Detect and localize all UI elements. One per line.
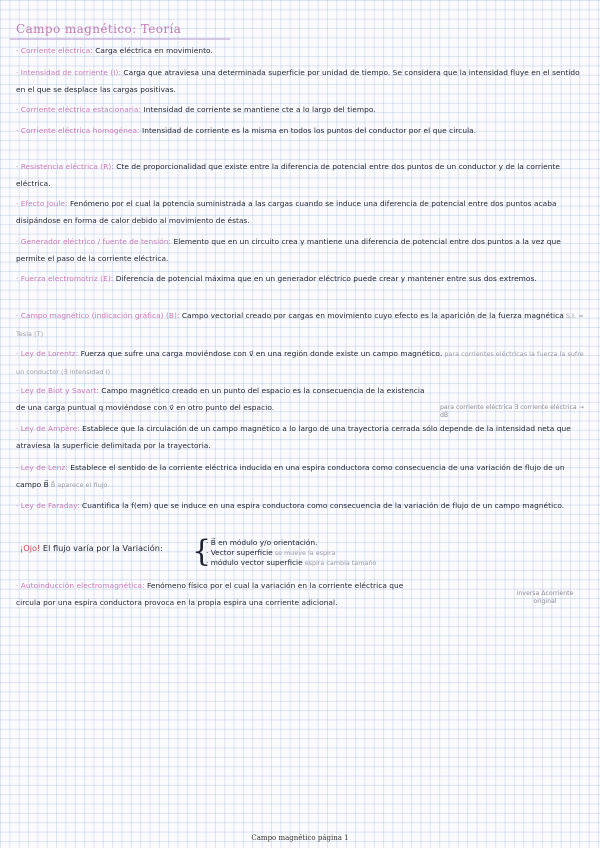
biot-side-note: para corriente eléctrica ∃ corriente eléctrica → dB⃗ [440,404,584,419]
definition-text: Carga que atraviesa una determinada superficie por unidad de tiempo. Se considera que la intensidad fluye en el sentido en el que se desplace las cargas positivas. [16,68,580,94]
term-label: · Resistencia eléctrica (R): [16,162,114,171]
term-label: · Corriente eléctrica homogénea: [16,126,140,135]
definition-text: Diferencia de potencial máxima que en un generador eléctrico puede crear y mantener entre sus dos extremos. [113,274,537,283]
term-label: · Efecto Joule: [16,199,68,208]
entry-autoinduccion [16,577,411,611]
entry-resistencia-electrica [16,158,588,192]
definition-text: Carga eléctrica en movimiento. [92,46,213,55]
term-label: · Fuerza electromotriz (E): [16,274,114,283]
term-label: · Intensidad de corriente (I): [16,68,121,77]
term-label: · Campo magnético (indicación gráfica) (B): [16,311,180,320]
list-item-text: · módulo vector superficie [206,558,303,567]
list-item-text: · B⃗ en módulo y/o orientación. [206,538,318,547]
entry-generador-electrico [16,233,588,267]
definition-text: Cuantifica la f(em) que se induce en una espira conductora como consecuencia de la variación de flujo de un campo magnético. [79,501,565,510]
page-title: Campo magnético: Teoría [16,22,182,36]
term-label: · Ley de Lenz: [16,463,68,472]
flux-items [206,538,376,568]
flux-lead-text: El flujo varía por la Variación: [40,543,163,553]
list-item [206,548,376,558]
page-footer: Campo magnético página 1 [251,834,349,842]
entry-corriente-electrica [16,42,588,59]
term-label: · Ley de Lorentz: [16,349,79,358]
entry-corriente-homogenea [16,122,588,139]
entry-corriente-estacionaria [16,101,588,118]
definition-text: Establece que la circulación de un campo magnético a lo largo de una trayectoria cerrada sólo depende de la intensidad neta que atraviesa la superficie delimitada por la trayectoria. [16,424,571,450]
title-underline [10,38,230,40]
list-item-note: se mueve la espira [272,549,336,557]
definition-text: Campo magnético creado en un punto del espacio es la consecuencia de la existencia de una carga puntual q moviéndose con v⃗ en otro punto del espacio. [16,386,425,412]
brace-glyph: { [192,534,212,569]
definition-text: Campo vectorial creado por cargas en movimiento cuyo efecto es la aparición de la fuerza magnética [179,311,564,320]
definition-text: Fuerza que sufre una carga moviéndose con v⃗ en una región donde existe un campo magnético. [78,349,443,358]
autoinduccion-side-note: inversa Δcorriente original [516,590,574,605]
si-unit-note: S.I. = Tesla (T) [16,312,584,338]
flux-lead [20,543,163,553]
entry-ley-lorentz [16,345,588,381]
entry-intensidad-corriente [16,64,588,98]
term-label: · Ley de Faraday: [16,501,80,510]
list-item [206,558,376,568]
list-item [206,538,376,548]
term-label: · Corriente eléctrica: [16,46,93,55]
margin-note: para corrientes eléctricas la fuerza la sufre un conductor (∃ intensidad I) [16,350,584,376]
entry-ley-faraday [16,497,588,514]
term-label: · Generador eléctrico / fuente de tensión: [16,237,172,246]
definition-text: Fenómeno físico por el cual la variación en la corriente eléctrica que circula por una espira conductora provoca en la propia espira una corriente adicional. [16,581,404,607]
definition-text: Elemento que en un circuito crea y mantiene una diferencia de potencial entre dos puntos a la vez que permite el paso de la corriente eléctrica. [16,237,561,263]
list-item-text: · Vector superficie [206,548,273,557]
term-label: · Corriente eléctrica estacionaria: [16,105,142,114]
term-label: · Ley de Ampère: [16,424,80,433]
entry-ley-biot-savart [16,382,436,416]
definition-text: Intensidad de corriente es la misma en todos los puntos del conductor por el que circula. [139,126,477,135]
flux-variation-list [16,535,416,575]
entry-fuerza-electromotriz [16,270,588,287]
entry-ley-ampere [16,420,588,454]
term-label: · Ley de Biot y Savart: [16,386,99,395]
entry-campo-magnetico [16,307,588,343]
warning-label: ¡Ojo! [20,543,41,553]
definition-text: Establece el sentido de la corriente eléctrica inducida en una espira conductora como consecuencia de una variación de flujo de un campo B⃗ [16,463,565,489]
margin-note: B⃗ aparece el flujo. [48,481,110,489]
entry-ley-lenz [16,459,588,494]
definition-text: Fenómeno por el cual la potencia suministrada a las cargas cuando se induce una diferencia de potencial entre dos puntos acaba disipándose en forma de calor debido al movimiento de éstas. [16,199,557,225]
definition-text: Cte de proporcionalidad que existe entre la diferencia de potencial entre dos puntos de un conductor y de la corriente eléctrica. [16,162,560,188]
definition-text: Intensidad de corriente se mantiene cte a lo largo del tiempo. [141,105,376,114]
term-label: · Autoinducción electromagnética: [16,581,145,590]
list-item-note: espira cambia tamaño [302,559,377,567]
entry-efecto-joule [16,195,588,229]
